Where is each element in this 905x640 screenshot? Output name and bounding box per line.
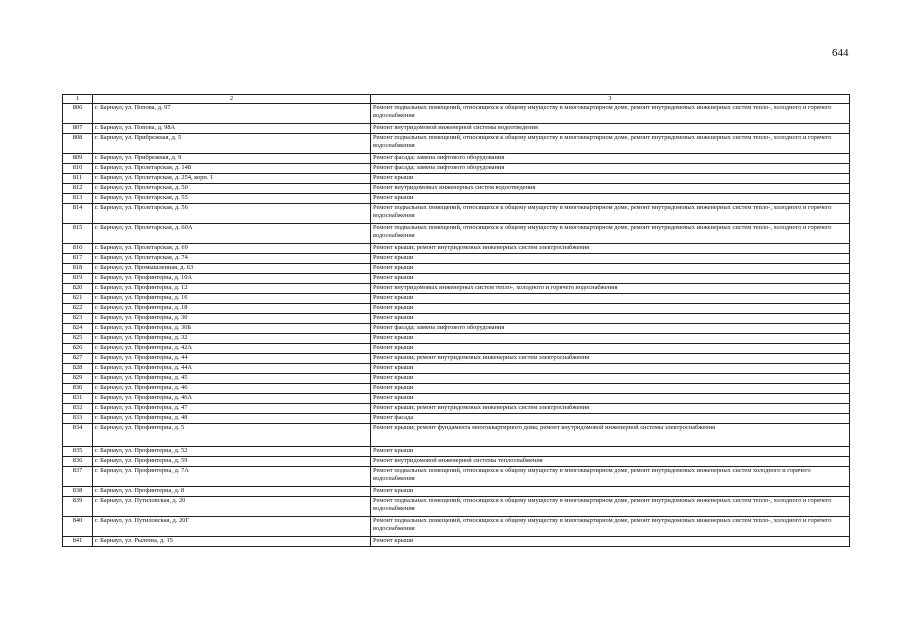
work-description-cell: Ремонт фасада; замена лифтового оборудования [371, 154, 850, 164]
header-row [63, 95, 850, 104]
address-cell: г. Барнаул, ул. Профинтерна, д. 48 [93, 414, 371, 424]
table-row [63, 517, 850, 537]
row-number-cell: 825 [63, 334, 93, 344]
row-number-cell: 824 [63, 324, 93, 334]
work-description-cell: Ремонт крыши [371, 264, 850, 274]
table-row [63, 274, 850, 284]
work-description-cell: Ремонт подвальных помещений, относящихся к общему имуществу в многоквартирном доме, ремонт внутридомовых инженерных систем тепло-, холодного и горячего водоснабжения [371, 134, 850, 154]
row-number-cell: 810 [63, 164, 93, 174]
address-cell: г. Барнаул, ул. Пролетарская, д. 148 [93, 164, 371, 174]
work-description-cell: Ремонт подвальных помещений, относящихся к общему имуществу в многоквартирном доме, ремонт внутридомовых инженерных систем тепло-, холодного и горячего водоснабжения [371, 517, 850, 537]
address-cell: г. Барнаул, ул. Попова, д. 97 [93, 104, 371, 124]
address-cell: г. Барнаул, ул. Профинтерна, д. 18 [93, 304, 371, 314]
table-row [63, 384, 850, 394]
address-cell: г. Барнаул, ул. Профинтерна, д. 7А [93, 467, 371, 487]
row-number-cell: 821 [63, 294, 93, 304]
header-col-2: 2 [93, 95, 371, 104]
table-row [63, 174, 850, 184]
table-row [63, 424, 850, 447]
address-cell: г. Барнаул, ул. Профинтерна, д. 42А [93, 344, 371, 354]
table-row [63, 354, 850, 364]
address-cell: г. Барнаул, ул. Профинтерна, д. 47 [93, 404, 371, 414]
work-description-cell: Ремонт крыши [371, 394, 850, 404]
row-number-cell: 816 [63, 244, 93, 254]
work-description-cell: Ремонт крыши [371, 384, 850, 394]
row-number-cell: 826 [63, 344, 93, 354]
work-description-cell: Ремонт крыши [371, 194, 850, 204]
table-row [63, 254, 850, 264]
repair-registry-table [62, 94, 850, 547]
address-cell: г. Барнаул, ул. Профинтерна, д. 8 [93, 487, 371, 497]
table-row [63, 264, 850, 274]
work-description-cell: Ремонт крыши; ремонт внутридомовых инженерных систем электроснабжения [371, 354, 850, 364]
table-row [63, 184, 850, 194]
address-cell: г. Барнаул, ул. Профинтерна, д. 45 [93, 374, 371, 384]
address-cell: г. Барнаул, ул. Профинтерна, д. 12 [93, 284, 371, 294]
table-row [63, 134, 850, 154]
work-description-cell: Ремонт крыши [371, 364, 850, 374]
address-cell: г. Барнаул, ул. Пролетарская, д. 60А [93, 224, 371, 244]
address-cell: г. Барнаул, ул. Профинтерна, д. 46А [93, 394, 371, 404]
table-row [63, 124, 850, 134]
row-number-cell: 813 [63, 194, 93, 204]
work-description-cell: Ремонт фасада; замена лифтового оборудования [371, 164, 850, 174]
table-row [63, 487, 850, 497]
address-cell: г. Барнаул, ул. Рылеева, д. 15 [93, 537, 371, 547]
row-number-cell: 827 [63, 354, 93, 364]
table-row [63, 294, 850, 304]
work-description-cell: Ремонт подвальных помещений, относящихся к общему имуществу в многоквартирном доме, ремонт внутридомовых инженерных систем тепло-, холодного и горячего водоснабжения [371, 224, 850, 244]
row-number-cell: 823 [63, 314, 93, 324]
table-row [63, 194, 850, 204]
table-row [63, 447, 850, 457]
work-description-cell: Ремонт крыши [371, 537, 850, 547]
header-col-3: 3 [371, 95, 850, 104]
row-number-cell: 808 [63, 134, 93, 154]
work-description-cell: Ремонт фасада; замена лифтового оборудования [371, 324, 850, 334]
row-number-cell: 818 [63, 264, 93, 274]
table-row [63, 104, 850, 124]
work-description-cell: Ремонт крыши [371, 314, 850, 324]
table-row [63, 314, 850, 324]
address-cell: г. Барнаул, ул. Промышленная, д. 63 [93, 264, 371, 274]
address-cell: г. Барнаул, ул. Пролетарская, д. 74 [93, 254, 371, 264]
table-row [63, 457, 850, 467]
table-row [63, 374, 850, 384]
work-description-cell: Ремонт крыши [371, 274, 850, 284]
address-cell: г. Барнаул, ул. Путиловская, д. 20 [93, 497, 371, 517]
row-number-cell: 840 [63, 517, 93, 537]
work-description-cell: Ремонт внутридомовых инженерных систем водоотведения [371, 184, 850, 194]
table-row [63, 497, 850, 517]
row-number-cell: 836 [63, 457, 93, 467]
address-cell: г. Барнаул, ул. Профинтерна, д. 10А [93, 274, 371, 284]
work-description-cell: Ремонт крыши [371, 254, 850, 264]
work-description-cell: Ремонт крыши; ремонт фундамента многоквартирного дома; ремонт внутридомовой инженерной системы электроснабжения [371, 424, 850, 447]
table-row [63, 467, 850, 487]
work-description-cell: Ремонт крыши [371, 447, 850, 457]
work-description-cell: Ремонт внутридомовой инженерной системы водоотведения [371, 124, 850, 134]
row-number-cell: 838 [63, 487, 93, 497]
address-cell: г. Барнаул, ул. Профинтерна, д. 30 [93, 314, 371, 324]
work-description-cell: Ремонт крыши [371, 334, 850, 344]
address-cell: г. Барнаул, ул. Профинтерна, д. 46 [93, 384, 371, 394]
address-cell: г. Барнаул, ул. Профинтерна, д. 52 [93, 447, 371, 457]
work-description-cell: Ремонт крыши [371, 174, 850, 184]
table-row [63, 304, 850, 314]
address-cell: г. Барнаул, ул. Профинтерна, д. 16 [93, 294, 371, 304]
header-col-1: 1 [63, 95, 93, 104]
work-description-cell: Ремонт крыши [371, 487, 850, 497]
page-number: 644 [832, 47, 849, 59]
table-row [63, 224, 850, 244]
row-number-cell: 833 [63, 414, 93, 424]
row-number-cell: 815 [63, 224, 93, 244]
address-cell: г. Барнаул, ул. Пролетарская, д. 254, корп. 1 [93, 174, 371, 184]
row-number-cell: 841 [63, 537, 93, 547]
work-description-cell: Ремонт крыши [371, 374, 850, 384]
address-cell: г. Барнаул, ул. Попова, д. 98А [93, 124, 371, 134]
table-body [63, 104, 850, 547]
address-cell: г. Барнаул, ул. Профинтерна, д. 30Б [93, 324, 371, 334]
table-header [63, 95, 850, 104]
work-description-cell: Ремонт внутридомовых инженерных систем тепло-, холодного и горячего водоснабжения [371, 284, 850, 294]
row-number-cell: 820 [63, 284, 93, 294]
address-cell: г. Барнаул, ул. Профинтерна, д. 5 [93, 424, 371, 447]
row-number-cell: 829 [63, 374, 93, 384]
row-number-cell: 822 [63, 304, 93, 314]
address-cell: г. Барнаул, ул. Профинтерна, д. 32 [93, 334, 371, 344]
address-cell: г. Барнаул, ул. Пролетарская, д. 50 [93, 184, 371, 194]
table-row [63, 394, 850, 404]
row-number-cell: 828 [63, 364, 93, 374]
work-description-cell: Ремонт подвальных помещений, относящихся к общему имуществу в многоквартирном доме, ремонт внутридомовых инженерных систем холодного и горячего водоснабжения [371, 467, 850, 487]
table-row [63, 244, 850, 254]
work-description-cell: Ремонт подвальных помещений, относящихся к общему имуществу в многоквартирном доме, ремонт внутридомовых инженерных систем тепло-, холодного и горячего водоснабжения [371, 104, 850, 124]
work-description-cell: Ремонт крыши [371, 304, 850, 314]
work-description-cell: Ремонт крыши [371, 294, 850, 304]
row-number-cell: 832 [63, 404, 93, 414]
row-number-cell: 831 [63, 394, 93, 404]
row-number-cell: 834 [63, 424, 93, 447]
address-cell: г. Барнаул, ул. Пролетарская, д. 69 [93, 244, 371, 254]
work-description-cell: Ремонт крыши; ремонт внутридомовых инженерных систем электроснабжения [371, 244, 850, 254]
row-number-cell: 806 [63, 104, 93, 124]
work-description-cell: Ремонт внутридомовой инженерной системы теплоснабжения [371, 457, 850, 467]
work-description-cell: Ремонт крыши [371, 344, 850, 354]
table-row [63, 324, 850, 334]
work-description-cell: Ремонт крыши; ремонт внутридомовых инженерных систем электроснабжения [371, 404, 850, 414]
row-number-cell: 837 [63, 467, 93, 487]
address-cell: г. Барнаул, ул. Пролетарская, д. 55 [93, 194, 371, 204]
table-row [63, 334, 850, 344]
table-row [63, 537, 850, 547]
row-number-cell: 817 [63, 254, 93, 264]
row-number-cell: 819 [63, 274, 93, 284]
address-cell: г. Барнаул, ул. Профинтерна, д. 44А [93, 364, 371, 374]
address-cell: г. Барнаул, ул. Путиловская, д. 20Г [93, 517, 371, 537]
table-row [63, 204, 850, 224]
address-cell: г. Барнаул, ул. Пролетарская, д. 56 [93, 204, 371, 224]
table-row [63, 164, 850, 174]
row-number-cell: 830 [63, 384, 93, 394]
table-row [63, 344, 850, 354]
table-row [63, 404, 850, 414]
table-row [63, 414, 850, 424]
row-number-cell: 811 [63, 174, 93, 184]
row-number-cell: 835 [63, 447, 93, 457]
row-number-cell: 809 [63, 154, 93, 164]
row-number-cell: 807 [63, 124, 93, 134]
table-row [63, 284, 850, 294]
work-description-cell: Ремонт подвальных помещений, относящихся к общему имуществу в многоквартирном доме, ремонт внутридомовых инженерных систем тепло-, холодного и горячего водоснабжения [371, 204, 850, 224]
work-description-cell: Ремонт подвальных помещений, относящихся к общему имуществу в многоквартирном доме, ремонт внутридомовых инженерных систем тепло-, холодного и горячего водоснабжения [371, 497, 850, 517]
work-description-cell: Ремонт фасада [371, 414, 850, 424]
address-cell: г. Барнаул, ул. Профинтерна, д. 44 [93, 354, 371, 364]
row-number-cell: 839 [63, 497, 93, 517]
address-cell: г. Барнаул, ул. Прибрежная, д. 9 [93, 154, 371, 164]
address-cell: г. Барнаул, ул. Прибрежная, д. 5 [93, 134, 371, 154]
table-row [63, 154, 850, 164]
row-number-cell: 814 [63, 204, 93, 224]
table-row [63, 364, 850, 374]
row-number-cell: 812 [63, 184, 93, 194]
address-cell: г. Барнаул, ул. Профинтерна, д. 59 [93, 457, 371, 467]
